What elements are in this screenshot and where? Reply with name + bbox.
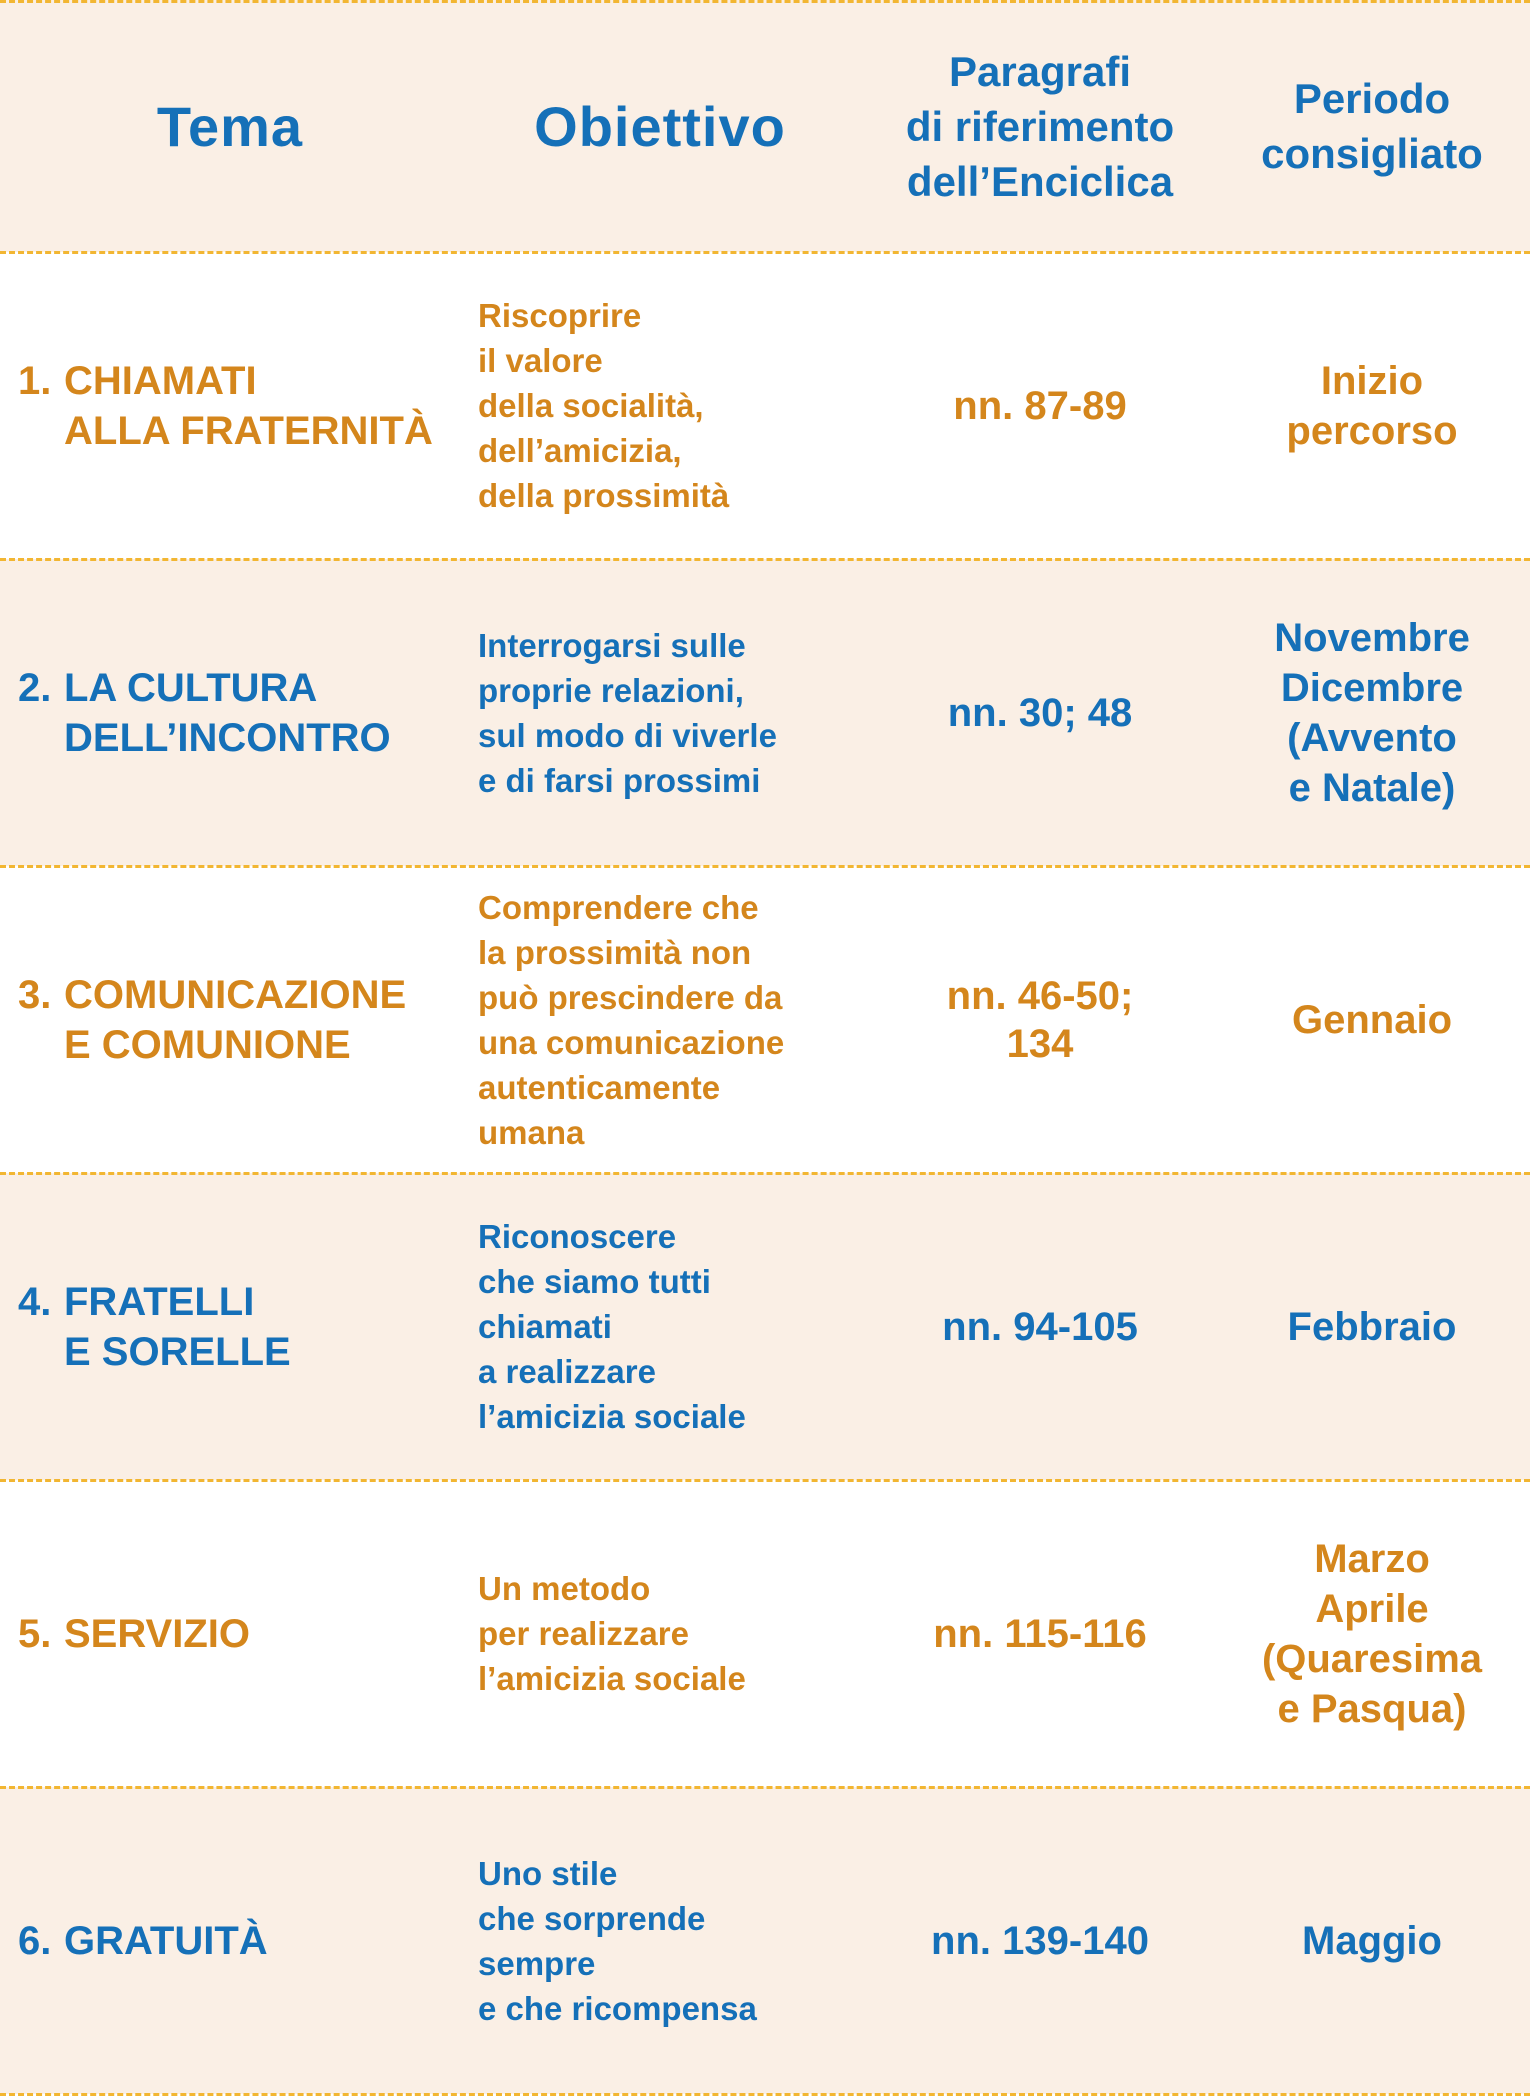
header-periodo-cell [1222, 0, 1522, 252]
header-paragrafi-cell [880, 0, 1200, 252]
tema [18, 1277, 291, 1377]
row-divider [0, 1479, 1530, 1482]
obiettivo: Riconoscere che siamo tutti chiamati a realizzare l’amicizia sociale [478, 1218, 746, 1435]
periodo: Febbraio [1287, 1304, 1457, 1349]
obiettivo: Comprendere che la prossimità non può prescindere da una comunicazione autenticamente umana [478, 888, 785, 1151]
tema-cell [18, 1787, 458, 2094]
header-periodo: Periodo consigliato [1261, 75, 1483, 177]
obiettivo-cell [478, 252, 878, 559]
row-divider [0, 865, 1530, 868]
tema-cell [18, 252, 458, 559]
row-divider [0, 1172, 1530, 1175]
paragrafi: nn. 46-50; 134 [946, 973, 1134, 1066]
header-paragrafi: Paragrafi di riferimento dell’Enciclica [905, 47, 1175, 205]
tema-label: FRATELLI E SORELLE [64, 1279, 291, 1374]
tema-number: 2. [18, 665, 52, 710]
paragrafi: nn. 139-140 [931, 1918, 1149, 1963]
periodo: Maggio [1302, 1918, 1442, 1963]
table-row [0, 252, 1530, 559]
table-row [0, 1480, 1530, 1787]
obiettivo: Un metodo per realizzare l’amicizia sociale [478, 1570, 746, 1697]
paragrafi-cell [880, 1787, 1200, 2094]
tema-label: GRATUITÀ [64, 1918, 268, 1963]
table-header [0, 0, 1530, 252]
tema-cell [18, 866, 458, 1173]
obiettivo-cell [478, 866, 878, 1173]
periodo: Inizio percorso [1286, 358, 1458, 453]
tema-cell [18, 559, 458, 866]
periodo-cell [1222, 866, 1522, 1173]
tema-cell [18, 1173, 458, 1480]
tema-number: 5. [18, 1611, 52, 1656]
periodo-cell [1222, 1787, 1522, 2094]
tema-label: COMUNICAZIONE E COMUNIONE [64, 972, 407, 1067]
row-divider [0, 0, 1530, 3]
periodo-cell [1222, 1480, 1522, 1787]
paragrafi-cell [880, 1173, 1200, 1480]
table-row [0, 559, 1530, 866]
row-divider [0, 1786, 1530, 1789]
tema-number: 4. [18, 1279, 52, 1324]
row-divider [0, 2093, 1530, 2096]
paragrafi-cell [880, 252, 1200, 559]
tema [18, 1609, 250, 1659]
row-divider [0, 558, 1530, 561]
obiettivo-cell [478, 1173, 878, 1480]
paragrafi: nn. 30; 48 [947, 690, 1133, 735]
obiettivo-cell [478, 1480, 878, 1787]
paragrafi: nn. 87-89 [953, 383, 1127, 428]
obiettivo-cell [478, 1787, 878, 2094]
paragrafi-cell [880, 866, 1200, 1173]
paragrafi-cell [880, 1480, 1200, 1787]
header-obiettivo-cell [460, 0, 860, 252]
periodo: Novembre Dicembre (Avvento e Natale) [1274, 615, 1470, 810]
periodo: Marzo Aprile (Quaresima e Pasqua) [1261, 1536, 1483, 1731]
tema-number: 3. [18, 972, 52, 1017]
header-tema: Tema [156, 94, 304, 158]
tema [18, 356, 433, 456]
tema-label: LA CULTURA DELL’INCONTRO [64, 665, 391, 760]
paragrafi-cell [880, 559, 1200, 866]
tema-number: 1. [18, 358, 52, 403]
periodo: Gennaio [1291, 997, 1453, 1042]
periodo-cell [1222, 252, 1522, 559]
periodo-cell [1222, 1173, 1522, 1480]
tema [18, 1916, 268, 1966]
row-divider [0, 251, 1530, 254]
tema [18, 663, 391, 763]
tema-cell [18, 1480, 458, 1787]
tema-number: 6. [18, 1918, 52, 1963]
obiettivo: Interrogarsi sulle proprie relazioni, sul modo di viverle e di farsi prossimi [478, 626, 777, 799]
tema-label: CHIAMATI ALLA FRATERNITÀ [64, 358, 433, 453]
obiettivo: Uno stile che sorprende sempre e che ricompensa [478, 1854, 757, 2027]
tema-label: SERVIZIO [64, 1611, 250, 1656]
tema [18, 970, 406, 1070]
table-row [0, 866, 1530, 1173]
header-tema-cell [0, 0, 460, 252]
header-obiettivo: Obiettivo [534, 94, 786, 158]
obiettivo: Riscoprire il valore della socialità, dell’amicizia, della prossimità [478, 297, 730, 514]
paragrafi: nn. 115-116 [933, 1611, 1147, 1656]
table-row [0, 1787, 1530, 2094]
obiettivo-cell [478, 559, 878, 866]
periodo-cell [1222, 559, 1522, 866]
table-row [0, 1173, 1530, 1480]
paragrafi: nn. 94-105 [942, 1304, 1138, 1349]
